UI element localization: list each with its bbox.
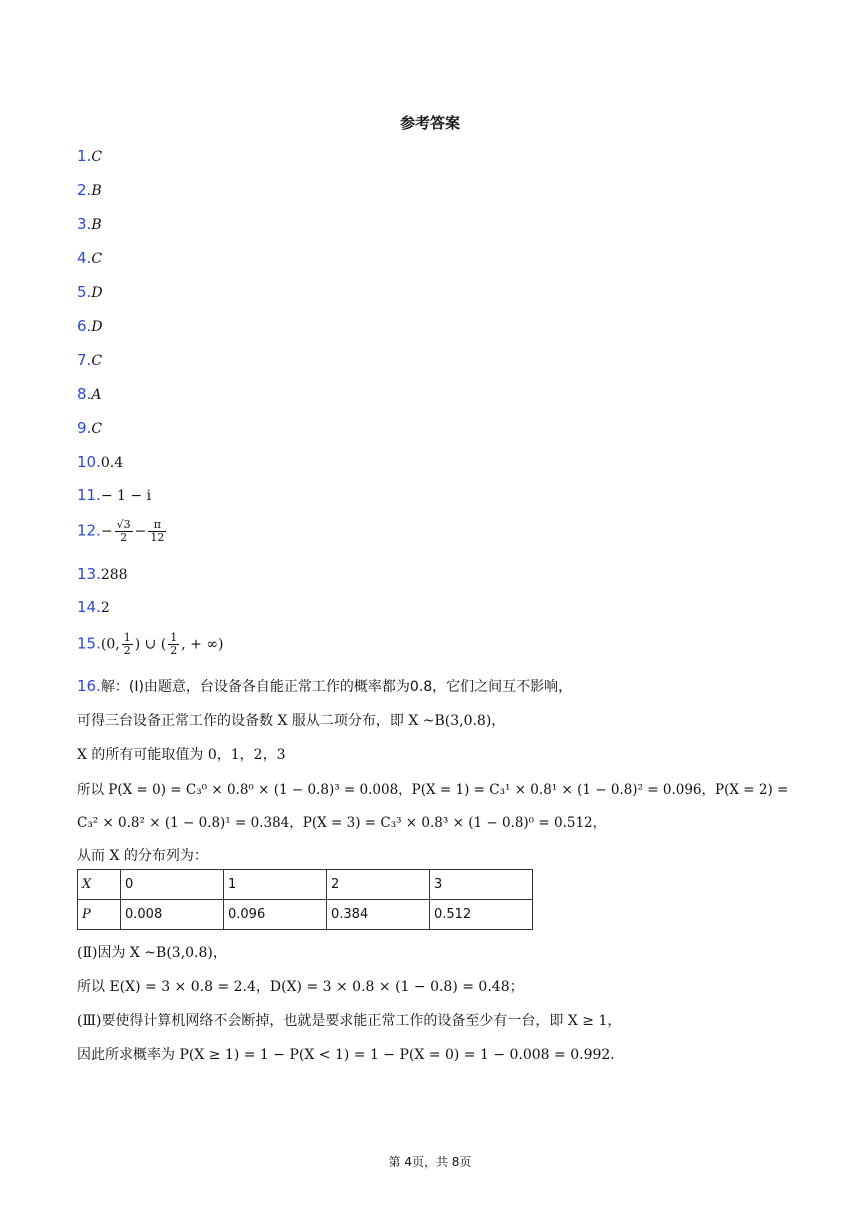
answer-6	[77, 317, 103, 335]
answer-value: C	[91, 149, 103, 165]
answer-5	[77, 283, 103, 301]
answer-value: C	[91, 251, 103, 267]
table-cell: P	[78, 900, 121, 930]
page-footer: 第 4页，共 8页	[388, 1155, 472, 1169]
answer-value: D	[91, 285, 103, 301]
answer-value: 0.4	[100, 455, 124, 471]
answer-value: − 1 − i	[100, 488, 152, 504]
answer-14	[77, 598, 110, 616]
q16-line-9: (Ⅲ)要使得计算机网络不会断掉，也就是要求能正常工作的设备至少有一台，即 X ≥ 1，	[77, 1013, 622, 1029]
answer-number: 13.	[77, 565, 101, 583]
answer-7	[77, 351, 102, 369]
answer-number: 6.	[77, 317, 92, 335]
answer-4	[77, 249, 102, 267]
answer-number: 8.	[77, 385, 92, 403]
answer-number: 10.	[77, 453, 101, 471]
answer-8	[77, 385, 101, 403]
answer-number: 4.	[77, 249, 92, 267]
answer-value: 2	[100, 600, 110, 616]
page-title: 参考答案	[399, 114, 460, 132]
answer-number: 15.	[77, 634, 101, 653]
answer-3	[77, 215, 102, 233]
answer-13	[77, 565, 128, 583]
distribution-table	[77, 869, 533, 930]
answer-value: 288	[100, 567, 128, 583]
table-cell: 0	[121, 870, 224, 900]
table-cell: 0.512	[430, 900, 533, 930]
answer-number: 11.	[77, 486, 101, 504]
table-cell: 2	[327, 870, 430, 900]
table-row	[78, 900, 533, 930]
answer-9	[77, 419, 102, 437]
answer-value: B	[91, 183, 102, 199]
table-cell: 0.384	[327, 900, 430, 930]
q16-line-2: 可得三台设备正常工作的设备数 X 服从二项分布，即 X ~B(3,0.8)，	[77, 713, 506, 729]
answer-number: 14.	[77, 598, 101, 616]
answer-number: 1.	[77, 147, 92, 165]
answer-value: D	[91, 319, 103, 335]
answer-number: 16.	[77, 677, 101, 695]
q16-line-6: 从而 X 的分布列为：	[77, 848, 208, 864]
answer-1	[77, 147, 102, 165]
answer-12: 12.− $\frac{√3}{2}$ − $\frac{\pi}{12}$	[77, 518, 165, 544]
answer-number: 5.	[77, 283, 92, 301]
table-row	[78, 870, 533, 900]
q16-line-5: C₃² × 0.8² × (1 − 0.8)¹ = 0.384，P(X = 3) = C₃³ × 0.8³ × (1 − 0.8)⁰ = 0.512，	[77, 815, 607, 831]
table-cell: 3	[430, 870, 533, 900]
q16-line-4: 所以 P(X = 0) = C₃⁰ × 0.8⁰ × (1 − 0.8)³ = 0.008，P(X = 1) = C₃¹ × 0.8¹ × (1 − 0.8)² = 0.096，P(X = 2) =	[77, 782, 789, 798]
answer-number: 9.	[77, 419, 92, 437]
answer-number: 12.	[77, 521, 101, 540]
answer-2	[77, 181, 102, 199]
answer-value: C	[91, 353, 103, 369]
q16-line-3: X 的所有可能取值为 0，1，2，3	[77, 747, 286, 763]
answer-number: 7.	[77, 351, 92, 369]
table-cell: 1	[224, 870, 327, 900]
answer-value: C	[91, 421, 103, 437]
q16-line-7: (Ⅱ)因为 X ~B(3,0.8)，	[77, 945, 227, 961]
answer-number: 3.	[77, 215, 92, 233]
table-cell: 0.008	[121, 900, 224, 930]
answer-10	[77, 453, 123, 471]
answer-value: B	[91, 217, 102, 233]
q16-line-8: 所以 E(X) = 3 × 0.8 = 2.4，D(X) = 3 × 0.8 × (1 − 0.8) = 0.48；	[77, 979, 524, 995]
table-cell: 0.096	[224, 900, 327, 930]
answer-11	[77, 486, 151, 504]
answer-value: A	[91, 387, 102, 403]
q16-line-1: 16.解：(Ⅰ)由题意，台设备各自能正常工作的概率都为0.8，它们之间互不影响，	[77, 677, 573, 695]
table-cell: X	[78, 870, 121, 900]
answer-number: 2.	[77, 181, 92, 199]
answer-15: 15.(0, $\frac{1}{2}$ ) ∪ ( $\frac{1}{2}$ , + ∞)	[77, 631, 224, 657]
q16-line-10: 因此所求概率为 P(X ≥ 1) = 1 − P(X < 1) = 1 − P(X = 0) = 1 − 0.008 = 0.992．	[77, 1047, 625, 1063]
